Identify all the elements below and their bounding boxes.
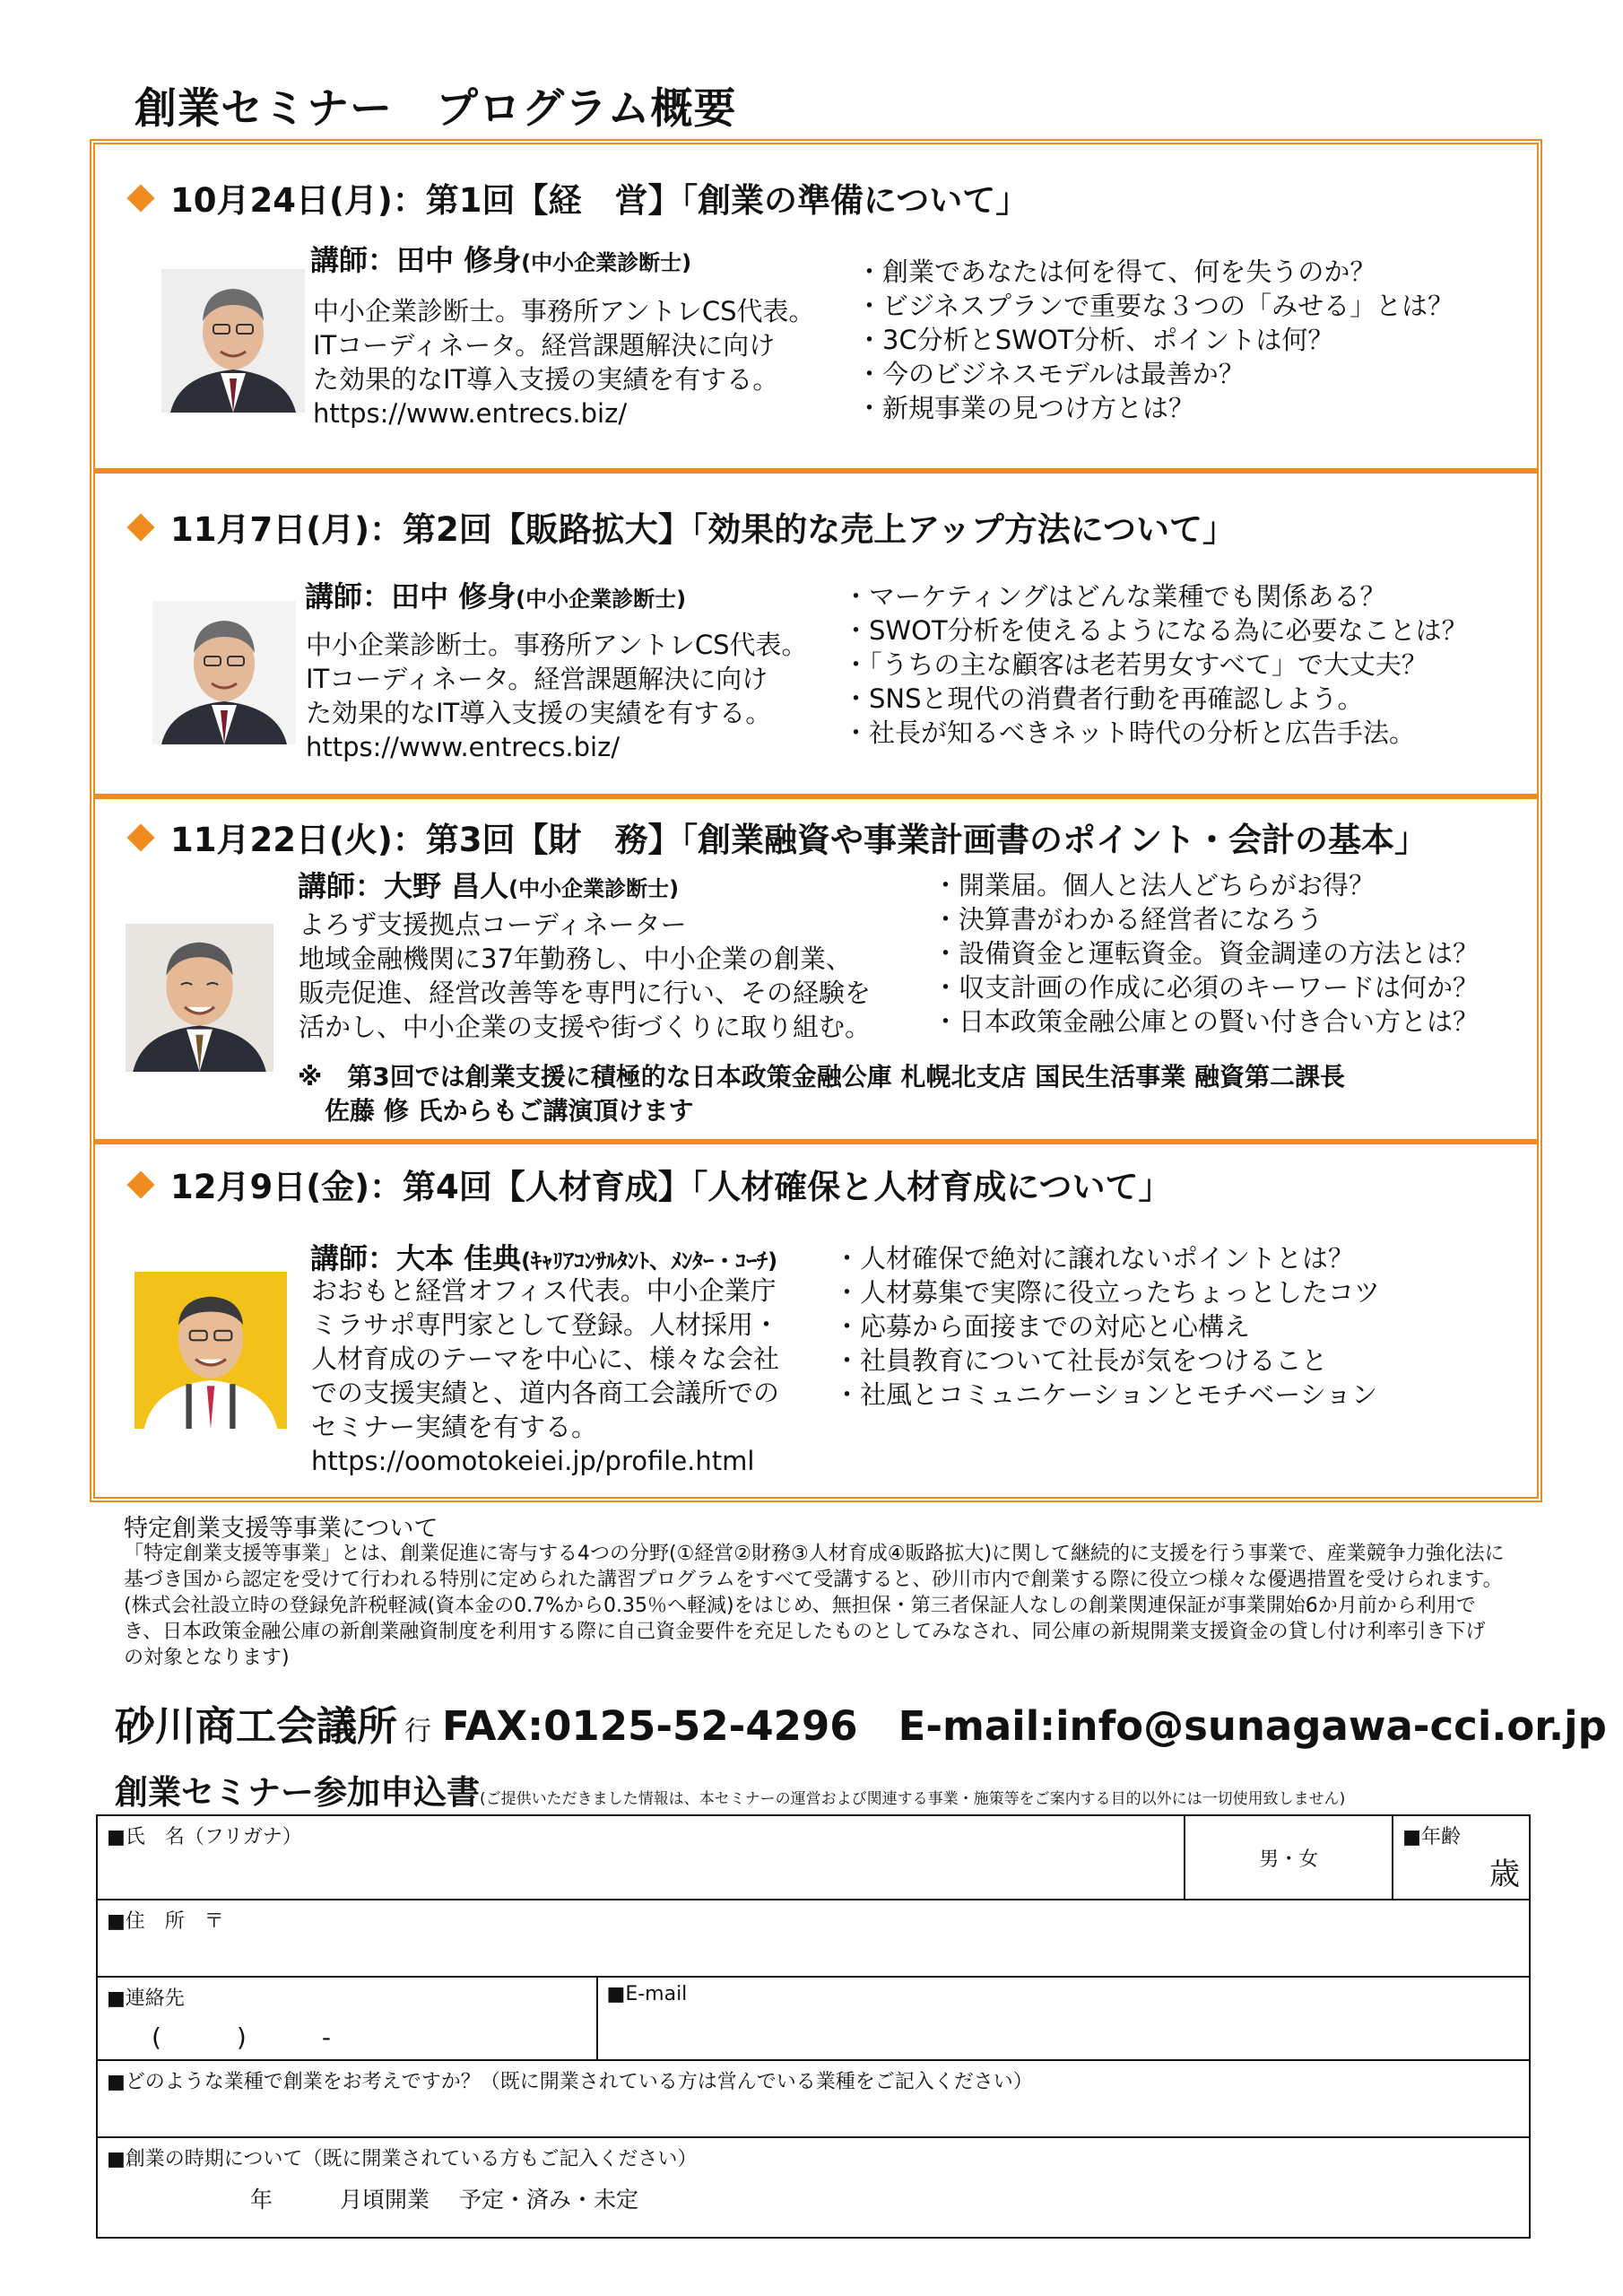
session-2-heading: 11月7日(月)：第2回【販路拡大】「効果的な売上アップ方法について」 — [131, 502, 1236, 551]
topic-item: ・ 応募から面接までの対応と心構え — [834, 1309, 1380, 1344]
session-1-heading: 10月24日(月)：第1回【経 営】「創業の準備について」 — [131, 173, 1028, 222]
topic-item: ・ マーケティングはどんな業種でも関係ある？ — [843, 579, 1468, 613]
topic-item: ・ ビジネスプランで重要な３つの「みせる」とは？ — [856, 289, 1454, 323]
session-4-heading: 12月9日(金)：第4回【人材育成】「人材確保と人材育成について」 — [131, 1160, 1172, 1208]
diamond-icon — [126, 513, 154, 541]
topic-item: ・ 新規事業の見つけ方とは？ — [856, 391, 1454, 425]
section-divider — [95, 468, 1537, 474]
topic-item: ・ 人材確保で絶対に譲れないポイントとは？ — [834, 1241, 1380, 1275]
instructor-name: 講師：田中 修身(中小企業診断士) — [310, 243, 692, 277]
fax-number: FAX:0125-52-4296 — [442, 1702, 858, 1750]
topic-item: ・ 3C分析とSWOT分析、ポイントは何？ — [856, 323, 1454, 357]
topic-item: ・ 「うちの主な顧客は老若男女すべて」で大丈夫？ — [843, 648, 1468, 682]
topic-list — [933, 868, 1479, 1039]
form-title: 創業セミナー参加申込書(ご提供いただきました情報は、本セミナーの運営および関連する事業・施策等をご案内する目的以外には一切使用致しません) — [115, 1773, 1346, 1812]
instructor-photo — [135, 1272, 287, 1429]
topic-item: ・ 開業届。個人と法人どちらがお得？ — [933, 868, 1479, 902]
age-field[interactable]: ■ 年齢 歳 — [1393, 1815, 1530, 1900]
topic-item: ・ 社員教育について社長が気をつけること — [834, 1344, 1380, 1378]
diamond-icon — [126, 1170, 154, 1198]
topic-item: ・ 収支計画の作成に必須のキーワードは何か？ — [933, 970, 1479, 1004]
topic-list — [834, 1241, 1380, 1412]
contact-line: 砂川商工会議所 行 FAX:0125-52-4296 E-mail:info@sunagawa-cci.or.jp — [115, 1702, 1607, 1750]
application-form — [96, 1814, 1531, 2239]
instructor-name: 講師：大野 昌人(中小企業診断士) — [298, 869, 680, 903]
topic-item: ・ 日本政策金融公庫との賢い付き合い方とは？ — [933, 1004, 1479, 1039]
session-note: ※ 第3回では創業支援に積極的な日本政策金融公庫 札幌北支店 国民生活事業 融資第二課長 佐藤 修 氏からもご講演頂けます — [298, 1062, 1345, 1126]
topic-item: ・ SWOT分析を使えるようになる為に必要なことは？ — [843, 613, 1468, 648]
instructor-profile: 中小企業診断士。事務所アントレCS代表。 ITコーディネータ。経営課題解決に向け た効果的なIT導入支援の実績を有する。 https://www.entrecs.biz/ — [313, 294, 869, 430]
instructor-profile: 中小企業診断士。事務所アントレCS代表。 ITコーディネータ。経営課題解決に向け た効果的なIT導入支援の実績を有する。 https://www.entrecs.biz/ — [306, 628, 862, 764]
topic-item: ・ 設備資金と運転資金。資金調達の方法とは？ — [933, 936, 1479, 970]
profile-url: https://www.entrecs.biz/ — [313, 398, 628, 429]
topic-item: ・ 社風とコミュニケーションとモチベーション — [834, 1378, 1380, 1412]
phone-field[interactable]: ■ 連絡先 ( ) - — [97, 1977, 597, 2060]
timing-field[interactable]: ■ 創業の時期について（既に開業されている方もご記入ください） 年 月頃開業 予定・済み・未定 — [97, 2137, 1530, 2238]
industry-field[interactable]: ■ どのような業種で創業をお考えですか？（既に開業されている方は営んでいる業種をご記入ください） — [97, 2060, 1530, 2137]
gender-field[interactable]: 男・女 — [1185, 1815, 1393, 1900]
topic-item: ・ SNSと現代の消費者行動を再確認しよう。 — [843, 682, 1468, 716]
topic-list — [856, 255, 1454, 425]
diamond-icon — [126, 823, 154, 851]
topic-item: ・ 創業であなたは何を得て、何を失うのか？ — [856, 255, 1454, 289]
about-title: 特定創業支援等事業について — [124, 1515, 438, 1543]
instructor-photo — [126, 924, 273, 1072]
instructor-name: 講師：大本 佳典(ｷｬﾘｱｺﾝｻﾙﾀﾝﾄ、ﾒﾝﾀｰ・ｺｰﾁ) — [310, 1241, 778, 1275]
profile-url: https://oomotokeiei.jp/profile.html — [311, 1446, 755, 1476]
section-divider — [95, 794, 1537, 799]
instructor-profile: おおもと経営オフィス代表。中小企業庁 ミラサポ専門家として登録。人材採用・ 人材育成のテーマを中心に、様々な会社 での支援実績と、道内各商工会議所での セミナー実績を有する。 https://oomotokeiei.jp/profile.html — [311, 1274, 867, 1478]
topic-item: ・ 人材募集で実際に役立ったちょっとしたコツ — [834, 1275, 1380, 1309]
address-field[interactable]: ■ 住 所 〒 — [97, 1900, 1530, 1977]
section-divider — [95, 1139, 1537, 1144]
email-address[interactable]: E-mail:info@sunagawa-cci.or.jp — [898, 1702, 1607, 1750]
instructor-name: 講師：田中 修身(中小企業診断士) — [305, 579, 687, 613]
page-title: 創業セミナー プログラム概要 — [135, 84, 737, 134]
topic-item: ・ 今のビジネスモデルは最善か？ — [856, 357, 1454, 391]
instructor-photo — [152, 601, 296, 744]
instructor-photo — [161, 269, 305, 413]
profile-url: https://www.entrecs.biz/ — [306, 732, 621, 762]
org-name: 砂川商工会議所 — [115, 1702, 398, 1750]
about-text: 「特定創業支援等事業」とは、創業促進に寄与する4つの分野(①経営②財務③人材育成④販路拡大)に関して継続的に支援を行う事業で、産業競争力強化法に基づき国から認定を受けて行われる特別に定められた講習プログラムをすべて受講すると、砂川市内で創業する際に役立つ様々な優遇措置を受けられます。(株式会社設立時の登録免許税軽減(資本金の0.7%から0.35％へ軽減)をはじめ、無担保・第三者保証人なしの創業関連保証が事業開始6か月前から利用でき、日本政策金融公庫の新創業融資制度を利用する際に自己資金要件を充足したものとしてみなされ、同公庫の新規開業支援資金の貸し付け利率引き下げの対象となります) — [124, 1543, 1505, 1669]
email-field[interactable]: ■ E-mail — [597, 1977, 1530, 2060]
diamond-icon — [126, 184, 154, 212]
session-3-heading: 11月22日(火)：第3回【財 務】「創業融資や事業計画書のポイント・会計の基本」 — [131, 813, 1428, 861]
topic-item: ・ 決算書がわかる経営者になろう — [933, 902, 1479, 936]
topic-list — [843, 579, 1468, 750]
instructor-profile: よろず支援拠点コーディネーター 地域金融機関に37年勤務し、中小企業の創業、 販売促進、経営改善等を専門に行い、その経験を 活かし、中小企業の支援や街づくりに取り組む。 — [299, 909, 872, 1042]
name-field[interactable]: ■ 氏 名（フリガナ） — [97, 1815, 1185, 1900]
topic-item: ・ 社長が知るべきネット時代の分析と広告手法。 — [843, 716, 1468, 750]
